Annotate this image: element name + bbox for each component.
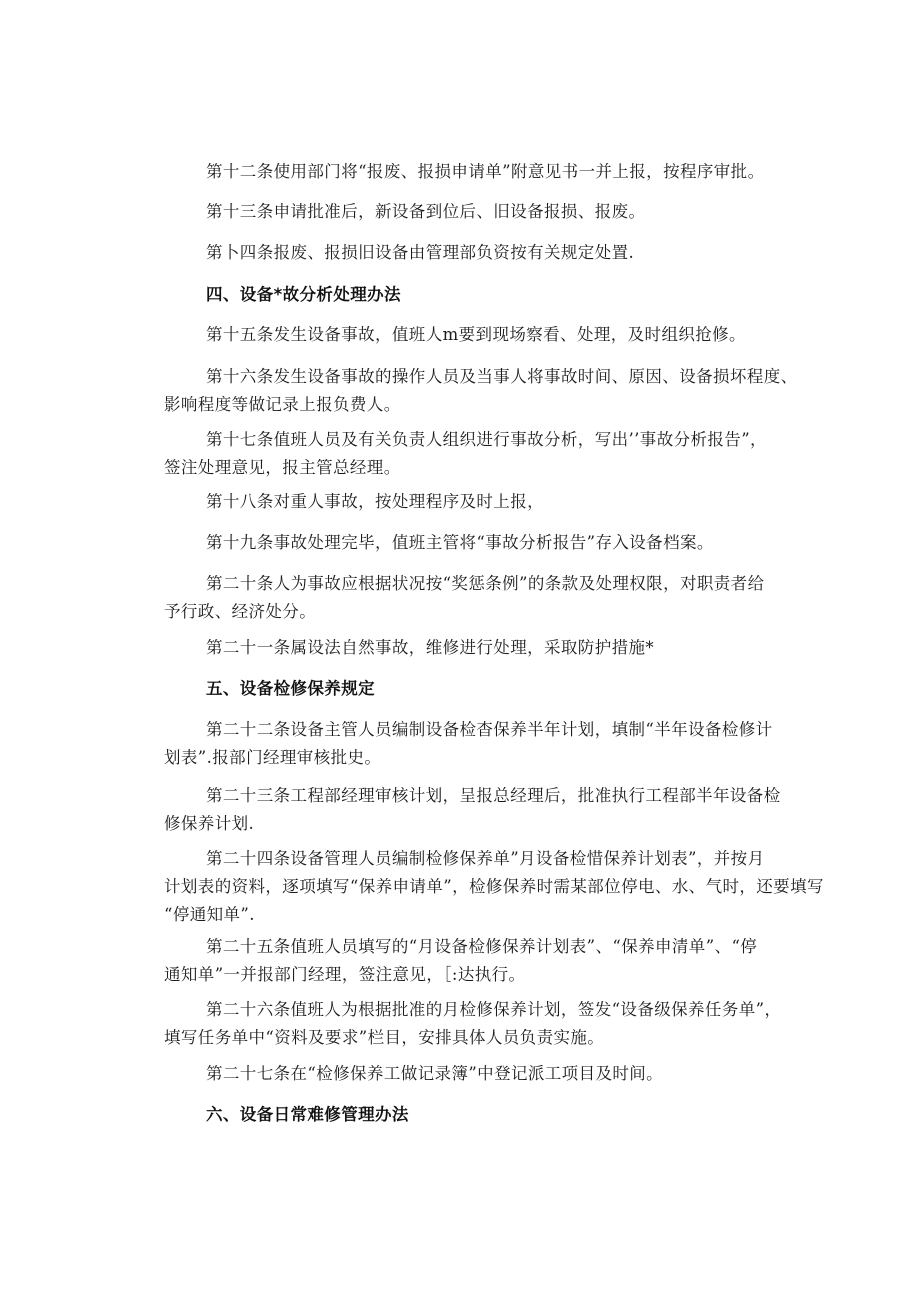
text-line: 予行政、经济处分。 [164, 602, 317, 621]
text-line: 第十七条值班人员及有关负责人组织进行事故分析，写出’’事故分析报告”， [206, 430, 767, 449]
paragraph-article-20 [164, 570, 794, 626]
text-line: 第十八条对重人事故，按处理程序及时上报， [206, 492, 544, 511]
paragraph-article-12 [164, 158, 794, 186]
text-line: 通知单”一并报部门经理，签注意见，［:达执行。 [164, 965, 526, 984]
section-heading-5: 五、设备检修保养规定 [206, 679, 375, 698]
text-line: 第二十四条设备管理人员编制检修保养单”月设备检惜保养计划表”，并按月 [206, 849, 765, 868]
text-line: 计划表的资料，逐项填写“保养申请单”，检修保养时需某部位停电、水、气时，还要填写 [164, 877, 824, 896]
text-line: 第二十三条工程部经理审核计划，呈报总经理后，批准执行工程部半年设备检 [206, 786, 781, 805]
text-line: 签注处理意见，报主管总经理。 [164, 458, 401, 477]
text-line: 第十六条发生设备事故的操作人员及当事人将事故时间、原因、设备损坏程度、 [206, 367, 798, 386]
text-line: 第二十一条属设法自然事故，维修进行处理，采取防护措施* [206, 638, 655, 657]
text-line: 第二十六条值班人为根据批准的月检修保养计划，签发“设备级保养任务单”， [206, 1000, 782, 1019]
text-line: 第十三条申请批准后，新设备到位后、旧设备报损、报废。 [206, 202, 646, 221]
paragraph-article-24 [164, 845, 824, 929]
text-line: 填写任务单中“资料及要求”栏目，安排具体人员负责实施。 [164, 1028, 605, 1047]
paragraph-article-23 [164, 782, 794, 838]
text-line: 修保养计划. [164, 814, 255, 833]
text-line: 第二十五条值班人员填写的“月设备检修保养计划表”、“保养申清单”、“停 [206, 937, 758, 956]
text-line: 第二十条人为事故应根据状况按“奖惩条例”的条款及处理权限，对职责者给 [206, 574, 765, 593]
text-line: 第二十二条设备主管人员编制设备检杳保养半年计划，填制“半年设备检修计 [206, 720, 773, 739]
paragraph-article-13 [164, 198, 794, 226]
paragraph-article-26 [164, 996, 794, 1052]
text-line: 第卜四条报废、报损旧设备由管理部负资按有关规定处置. [206, 243, 635, 262]
paragraph-article-17 [164, 426, 794, 482]
text-line: 第十二条使用部门将“报废、报损申请单”附意见书一并上报，按程序审批。 [206, 162, 765, 181]
paragraph-article-22 [164, 716, 794, 772]
paragraph-article-18 [164, 488, 794, 516]
text-line: 影响程度等做记录上报负费人。 [164, 395, 401, 414]
section-heading-4: 四、设备*故分析处理办法 [206, 285, 401, 304]
paragraph-article-27 [164, 1060, 794, 1088]
section-heading-6: 六、设备日常难修管理办法 [206, 1105, 409, 1124]
text-line: 第十九条事故处理完毕，值班主管将“事故分析报告”存入设备档案。 [206, 533, 714, 552]
paragraph-article-19 [164, 529, 794, 557]
text-line: “停通知单”. [164, 905, 255, 924]
paragraph-article-25 [164, 933, 794, 989]
text-line: 第十五条发生设备事故，值班人m要到现场察看、处理，及时组织抢修。 [206, 325, 746, 344]
paragraph-article-15 [164, 321, 794, 349]
paragraph-article-21 [164, 634, 794, 662]
paragraph-article-14 [164, 239, 794, 267]
paragraph-article-16 [164, 363, 798, 419]
text-line: 第二十七条在“检修保养工做记录簿”中登记派工项目及时间。 [206, 1064, 664, 1083]
text-line: 划表”.报部门经理审核批史。 [164, 748, 382, 767]
